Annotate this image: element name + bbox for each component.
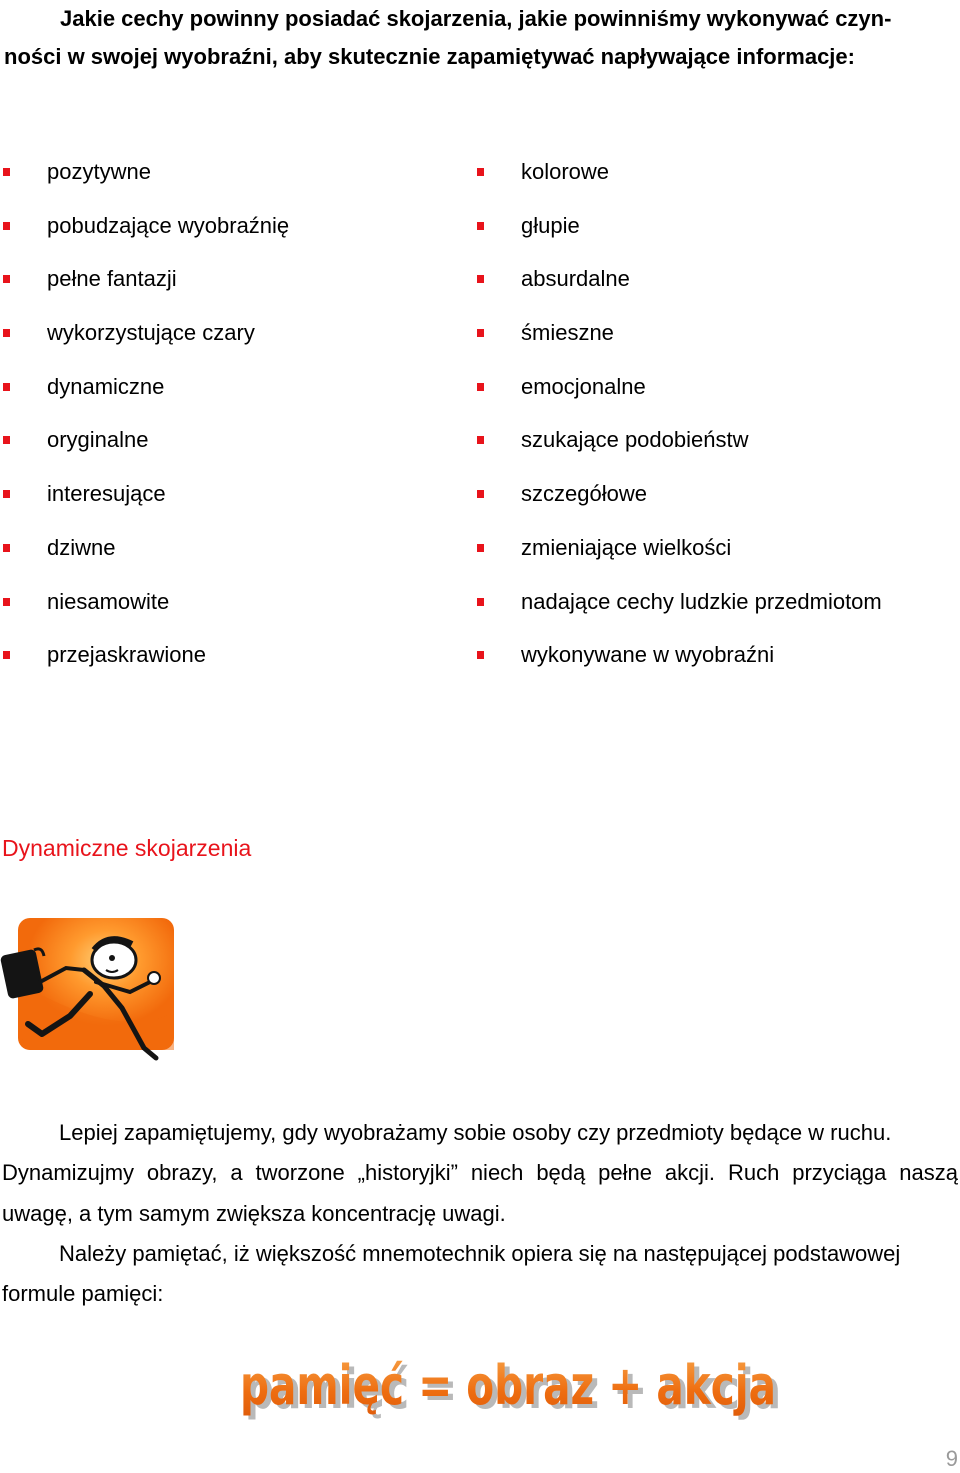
square-bullet-icon	[477, 651, 484, 659]
square-bullet-icon	[477, 544, 484, 552]
list-item: kolorowe	[474, 148, 882, 202]
list-item: szukające podobieństw	[474, 416, 882, 470]
memory-formula-banner	[238, 1352, 783, 1426]
paragraph-dynamic-associations	[2, 1113, 958, 1234]
square-bullet-icon	[477, 383, 484, 391]
page-heading	[4, 0, 956, 76]
square-bullet-icon	[477, 598, 484, 606]
square-bullet-icon	[3, 544, 10, 552]
list-item: dziwne	[0, 524, 289, 578]
square-bullet-icon	[3, 436, 10, 444]
paragraph-first-line: Lepiej zapamiętujemy, gdy wyobrażamy sobie osoby czy przedmioty będące w ruchu.	[59, 1120, 892, 1145]
square-bullet-icon	[3, 651, 10, 659]
square-bullet-icon	[3, 222, 10, 230]
list-item: zmieniające wielkości	[474, 524, 882, 578]
list-item: wykonywane w wyobraźni	[474, 631, 882, 685]
heading-line-1: Jakie cechy powinny posiadać skojarzenia, jakie powinniśmy wykonywać czyn-	[60, 6, 892, 31]
list-item: niesamowite	[0, 578, 289, 632]
paragraph-rest: Dynamizujmy obrazy, a tworzone „historyjki” niech będą pełne akcji. Ruch przyciąga naszą uwagę, a tym samym zwiększa koncentrację uwagi.	[2, 1160, 958, 1226]
list-item: interesujące	[0, 470, 289, 524]
running-businessman-icon	[0, 912, 180, 1064]
paragraph-memory-formula-intro	[2, 1234, 958, 1315]
list-item: głupie	[474, 202, 882, 256]
square-bullet-icon	[477, 436, 484, 444]
paragraph-rest: formule pamięci:	[2, 1281, 164, 1307]
square-bullet-icon	[3, 329, 10, 337]
square-bullet-icon	[477, 490, 484, 498]
paragraph-first-line: Należy pamiętać, iż większość mnemotechnik opiera się na następującej podstawowej	[59, 1241, 901, 1266]
page-number: 9	[945, 1446, 958, 1471]
list-item: przejaskrawione	[0, 631, 289, 685]
formula-shadow: pamięć = obraz + akcja	[245, 1358, 781, 1421]
square-bullet-icon	[477, 329, 484, 337]
traits-list-right	[474, 148, 882, 685]
list-item: śmieszne	[474, 309, 882, 363]
list-item: dynamiczne	[0, 363, 289, 417]
square-bullet-icon	[3, 383, 10, 391]
list-item: oryginalne	[0, 416, 289, 470]
section-subheading: Dynamiczne skojarzenia	[2, 835, 252, 861]
list-item: absurdalne	[474, 255, 882, 309]
list-item: pozytywne	[0, 148, 289, 202]
square-bullet-icon	[477, 222, 484, 230]
list-item: wykorzystujące czary	[0, 309, 289, 363]
list-item: pobudzające wyobraźnię	[0, 202, 289, 256]
list-item: emocjonalne	[474, 363, 882, 417]
square-bullet-icon	[3, 275, 10, 283]
square-bullet-icon	[3, 598, 10, 606]
square-bullet-icon	[477, 168, 484, 176]
square-bullet-icon	[3, 168, 10, 176]
list-item: szczegółowe	[474, 470, 882, 524]
list-item: nadające cechy ludzkie przedmiotom	[474, 578, 882, 632]
square-bullet-icon	[477, 275, 484, 283]
traits-list-left	[0, 148, 289, 685]
formula-text: pamięć = obraz + akcja	[240, 1354, 776, 1417]
square-bullet-icon	[3, 490, 10, 498]
heading-line-2: ności w swojej wyobraźni, aby skutecznie zapamiętywać napływające informacje:	[4, 44, 855, 69]
list-item: pełne fantazji	[0, 255, 289, 309]
